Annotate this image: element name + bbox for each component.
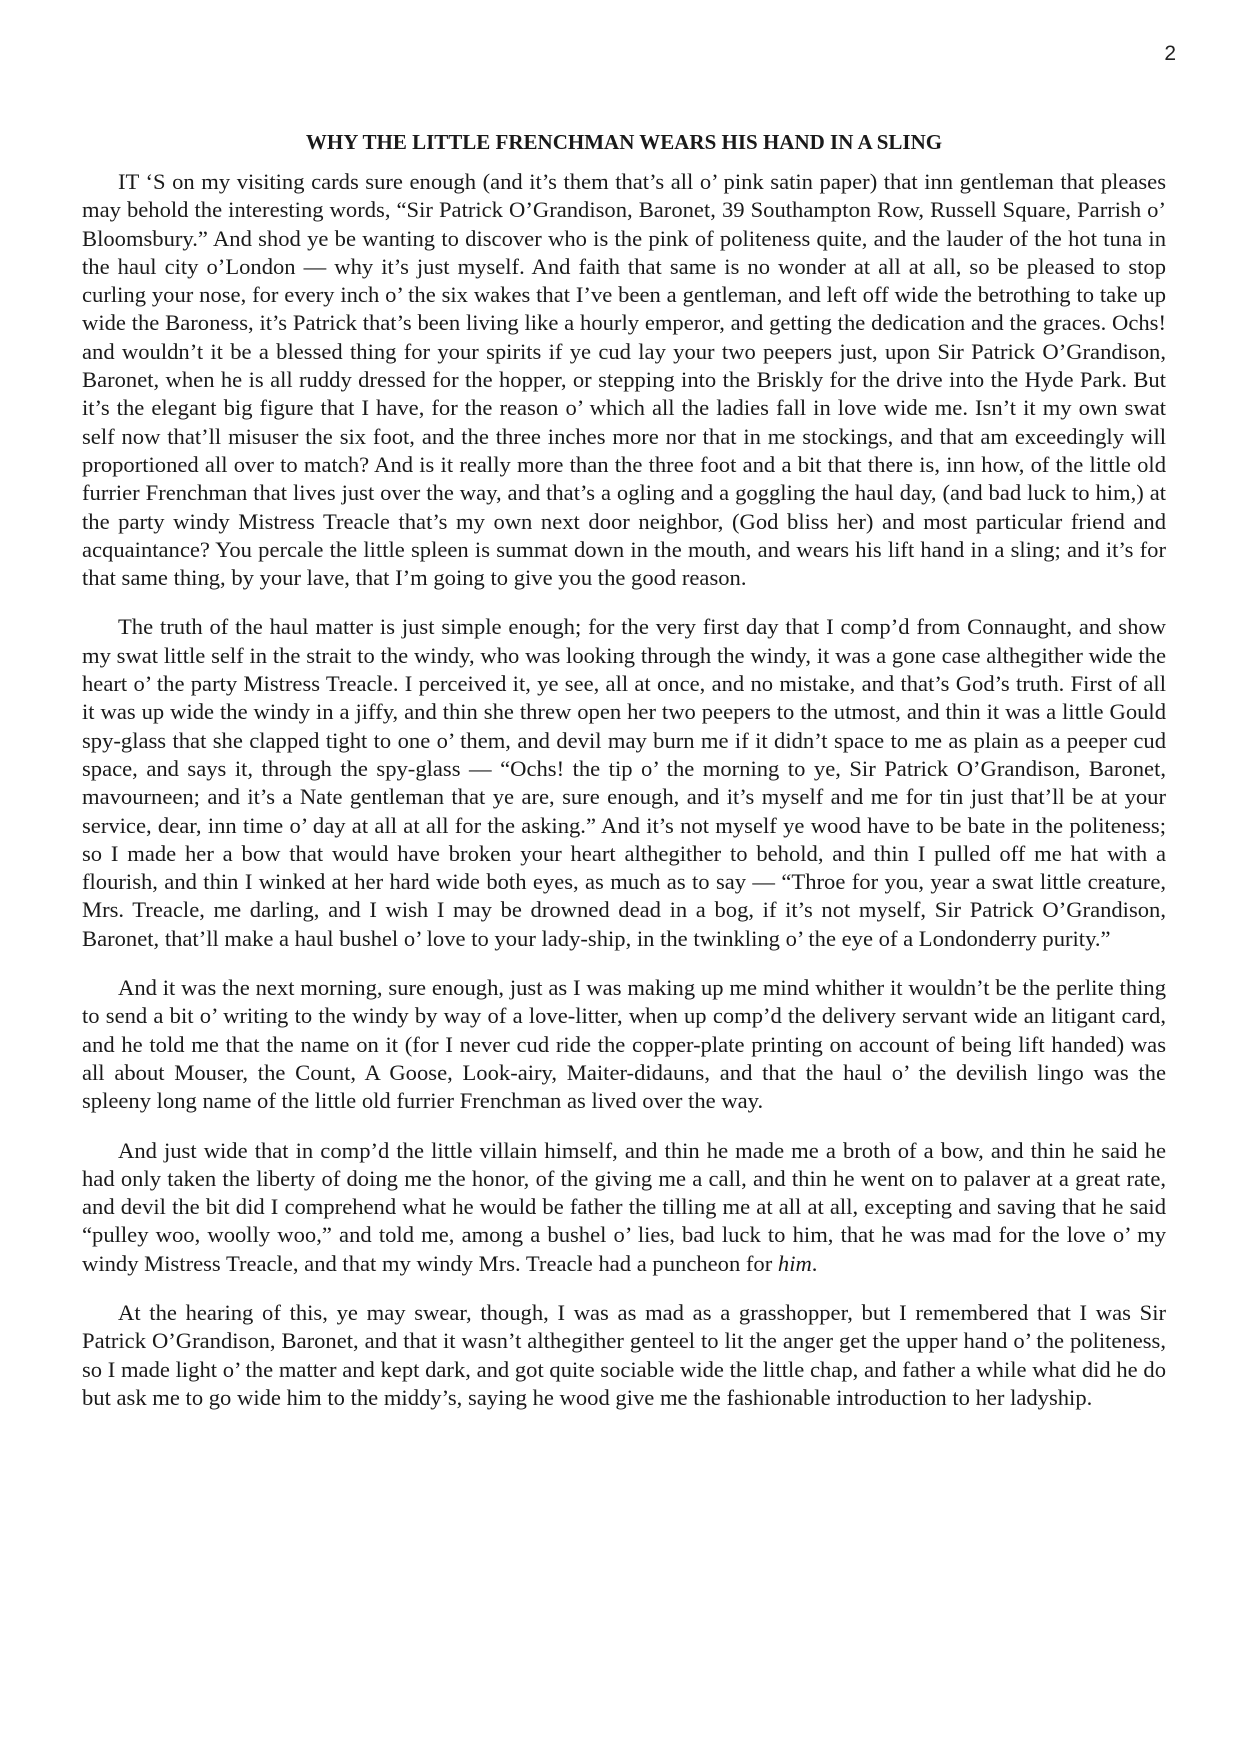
paragraph-tail: . <box>811 1250 818 1276</box>
paragraph <box>82 1137 1166 1278</box>
paragraph: And it was the next morning, sure enough, just as I was making up me mind whither it wouldn’t be the perlite thing to send a bit o’ writing to the windy by way of a love-litter, when up comp’d the delivery servant wide an litigant card, and he told me that the name on it (for I never cud ride the copper-plate printing on account of being lift handed) was all about Mouser, the Count, A Goose, Look-airy, Maiter-didauns, and that the haul o’ the devilish lingo was the spleeny long name of the little old furrier Frenchman as lived over the way. <box>82 975 1166 1114</box>
emphasized-word: him <box>777 1250 812 1276</box>
paragraph: The truth of the haul matter is just simple enough; for the very first day that I comp’d from Connaught, and show my swat little self in the strait to the windy, who was looking through the windy, it was a gone case althegither wide the heart o’ the party Mistress Treacle. I perceived it, ye see, all at once, and no mistake, and that’s God’s truth. First of all it was up wide the windy in a jiffy, and thin she threw open her two peepers to the utmost, and thin it was a little Gould spy-glass that she clapped tight to one o’ them, and devil may burn me if it didn’t space to me as plain as a peeper cud space, and says it, through the spy-glass — “Ochs! the tip o’ the morning to ye, Sir Patrick O’Grandison, Baronet, mavourneen; and it’s a Nate gentleman that ye are, sure enough, and it’s myself and me for tin just that’ll be at your service, dear, inn time o’ day at all at all for the asking.” And it’s not myself ye wood have to be bate in the politeness; so I made her a bow that would have broken your heart althegither to behold, and thin I pulled off me hat with a flourish, and thin I winked at her hard wide both eyes, as much as to say — “Throe for you, year a swat little creature, Mrs. Treacle, me darling, and I wish I may be drowned dead in a bog, if it’s not myself, Sir Patrick O’Grandison, Baronet, that’ll make a haul bushel o’ love to your lady-ship, in the twinkling o’ the eye of a Londonderry purity.” <box>82 614 1166 951</box>
paragraph: IT ‘S on my visiting cards sure enough (and it’s them that’s all o’ pink satin paper) that inn gentleman that pleases may behold the interesting words, “Sir Patrick O’Grandison, Baronet, 39 Southampton Row, Russell Square, Parrish o’ Bloomsbury.” And shod ye be wanting to discover who is the pink of politeness quite, and the lauder of the hot tuna in the haul city o’London — why it’s just myself. And faith that same is no wonder at all at all, so be pleased to stop curling your nose, for every inch o’ the six wakes that I’ve been a gentleman, and left off wide the betrothing to take up wide the Baroness, it’s Patrick that’s been living like a hourly emperor, and getting the dedication and the graces. Ochs! and wouldn’t it be a blessed thing for your spirits if ye cud lay your two peepers just, upon Sir Patrick O’Grandison, Baronet, when he is all ruddy dressed for the hopper, or stepping into the Briskly for the drive into the Hyde Park. But it’s the elegant big figure that I have, for the reason o’ which all the ladies fall in love wide me. Isn’t it my own swat self now that’ll misuser the six foot, and the three inches more nor that in me stockings, and that am exceedingly will proportioned all over to match? And is it really more than the three foot and a bit that there is, inn how, of the little old furrier Frenchman that lives just over the way, and that’s a ogling and a goggling the haul day, (and bad luck to him,) at the party windy Mistress Treacle that’s my own next door neighbor, (God bliss her) and most particular friend and acquaintance? You percale the little spleen is summat down in the mouth, and wears his lift hand in a sling; and it’s for that same thing, by your lave, that I’m going to give you the good reason. <box>82 169 1166 591</box>
document-body <box>82 128 1166 1412</box>
paragraph: At the hearing of this, ye may swear, though, I was as mad as a grasshopper, but I remembered that I was Sir Patrick O’Grandison, Baronet, and that it wasn’t althegither genteel to lit the anger get the upper hand o’ the politeness, so I made light o’ the matter and kept dark, and got quite sociable wide the little chap, and father a while what did he do but ask me to go wide him to the middy’s, saying he wood give me the fashionable introduction to her ladyship. <box>82 1299 1166 1410</box>
page-number: 2 <box>1164 42 1176 65</box>
paragraph-text: And just wide that in comp’d the little villain himself, and thin he made me a broth of a bow, and thin he said he had only taken the liberty of doing me the honor, of the giving me a call, and thin he went on to palaver at a great rate, and devil the bit did I comprehend what he would be father the tilling me at all at all, excepting and saving that he said “pulley woo, woolly woo,” and told me, among a bushel o’ lies, bad luck to him, that he was mad for the love o’ my windy Mistress Treacle, and that my windy Mrs. Treacle had a puncheon for <box>82 1137 1166 1276</box>
chapter-title: WHY THE LITTLE FRENCHMAN WEARS HIS HAND IN A SLING <box>305 130 943 154</box>
